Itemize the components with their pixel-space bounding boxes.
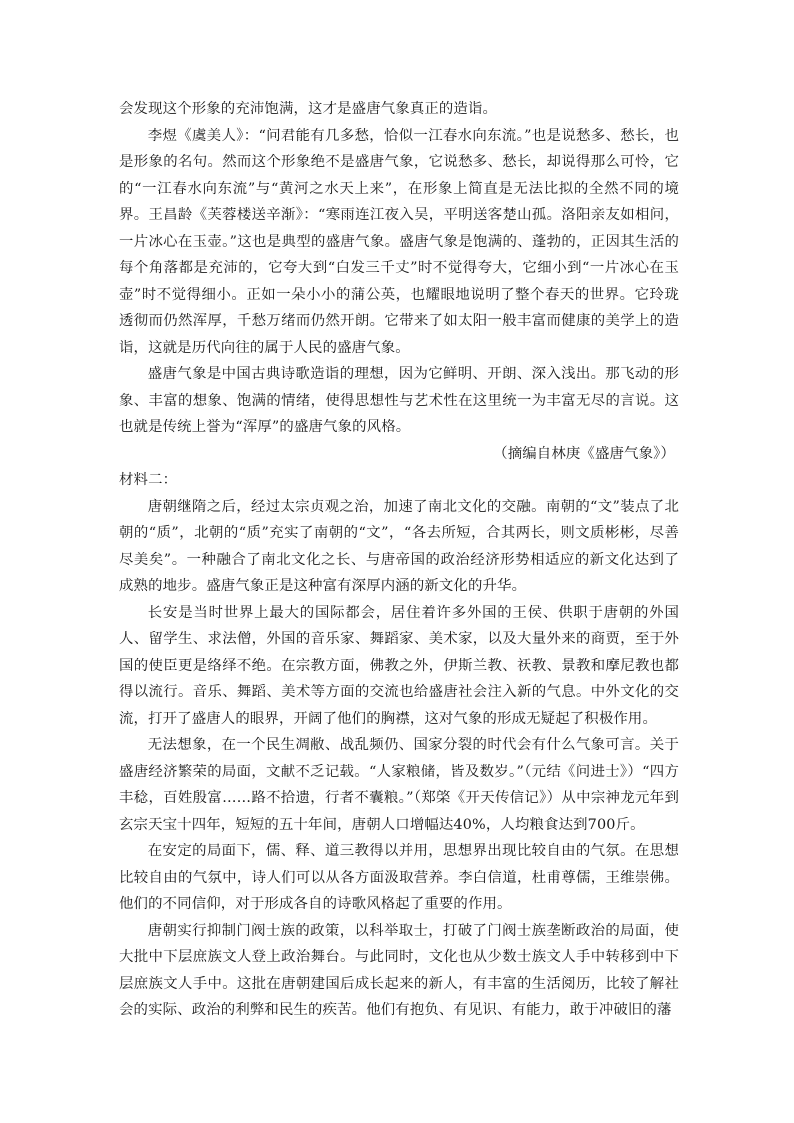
paragraph-8: 唐朝实行抑制门阀士族的政策，以科举取士，打破了门阀士族垄断政治的局面，使大批中下层庶族文人登上政治舞台。与此同时，文化也从少数士族文人手中转移到中下层庶族文人手中。这批在唐朝建国后成长起来的新人，有丰富的生活阅历，比较了解社会的实际、政治的利弊和民生的疾苦。他们有抱负、有见识、有能力，敢于冲破旧的藩 (119, 922, 679, 1018)
document-body (119, 96, 679, 1024)
paragraph-3: 盛唐气象是中国古典诗歌造诣的理想，因为它鲜明、开朗、深入浅出。那飞动的形象、丰富的想象、饱满的情绪，使得思想性与艺术性在这里统一为丰富无尽的言说。这也就是传统上誉为“浑厚”的盛唐气象的风格。 (119, 366, 679, 435)
source-citation: （摘编自林庚《盛唐气象》） (493, 445, 675, 462)
paragraph-4: 唐朝继隋之后，经过太宗贞观之治，加速了南北文化的交融。南朝的“文”装点了北朝的“质”，北朝的“质”充实了南朝的“文”，“各去所短，合其两长，则文质彬彬，尽善尽美矣”。一种融合了南北文化之长、与唐帝国的政治经济形势相适应的新文化达到了成熟的地步。盛唐气象正是这种富有深厚内涵的新文化的升华。 (119, 498, 679, 594)
paragraph-2: 李煜《虞美人》：“问君能有几多愁，恰似一江春水向东流。”也是说愁多、愁长，也是形象的名句。然而这个形象绝不是盛唐气象，它说愁多、愁长，却说得那么可怜，它的“一江春水向东流”与“黄河之水天上来”，在形象上简直是无法比拟的全然不同的境界。王昌龄《芙蓉楼送辛渐》：“寒雨连江夜入吴，平明送客楚山孤。洛阳亲友如相问，一片冰心在玉壶。”这也是典型的盛唐气象。盛唐气象是饱满的、蓬勃的，正因其生活的每个角落都是充沛的，它夸大到“白发三千丈”时不觉得夸大，它细小到“一片冰心在玉壶”时不觉得细小。正如一朵小小的蒲公英，也耀眼地说明了整个春天的世界。它玲珑透彻而仍然浑厚，千愁万绪而仍然开朗。它带来了如太阳一般丰富而健康的美学上的造诣，这就是历代向往的属于人民的盛唐气象。 (119, 127, 679, 356)
paragraph-7: 在安定的局面下，儒、释、道三教得以并用，思想界出现比较自由的气氛。在思想比较自由的气氛中，诗人们可以从各方面汲取营养。李白信道，杜甫尊儒，王维崇佛。他们的不同信仰，对于形成各自的诗歌风格起了重要的作用。 (119, 843, 679, 912)
paragraph-5: 长安是当时世界上最大的国际都会，居住着许多外国的王侯、供职于唐朝的外国人、留学生、求法僧，外国的音乐家、舞蹈家、美术家，以及大量外来的商贾，至于外国的使臣更是络绎不绝。在宗教方面，佛教之外，伊斯兰教、祆教、景教和摩尼教也都得以流行。音乐、舞蹈、美术等方面的交流也给盛唐社会注入新的气息。中外文化的交流，打开了盛唐人的眼界，开阔了他们的胸襟，这对气象的形成无疑起了积极作用。 (119, 604, 679, 727)
paragraph-6: 无法想象，在一个民生凋敝、战乱频仍、国家分裂的时代会有什么气象可言。关于盛唐经济繁荣的局面，文献不乏记载。“人家粮储，皆及数岁。”（元结《问进士》）“四方丰稔，百姓殷富……路不拾遗，行者不囊粮。”（郑棨《开天传信记》）从中宗神龙元年到玄宗天宝十四年，短短的五十年间，唐朝人口增幅达40%，人均粮食达到700斤。 (119, 737, 679, 833)
material-2-heading: 材料二： (119, 472, 178, 488)
paragraph-1: 会发现这个形象的充沛饱满，这才是盛唐气象真正的造诣。 (119, 101, 498, 117)
